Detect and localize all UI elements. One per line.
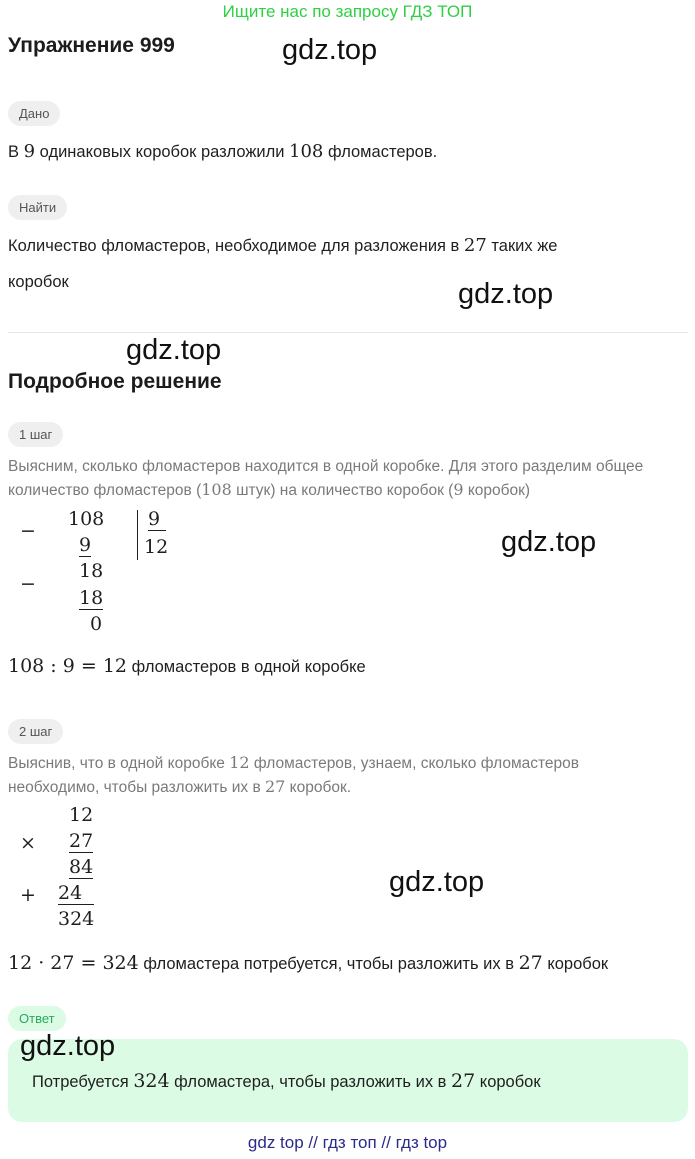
division-bar	[137, 510, 138, 560]
division-subtrahend-1: 9	[79, 534, 92, 556]
mult-factor-a: 12	[69, 804, 94, 826]
step2-description: Выяснив, что в одной коробке 12 фломастеров, узнаем, сколько фломастеров необходимо, чтобы разложить их в 27 коробок.	[8, 753, 579, 796]
division-remainder-2: 0	[90, 613, 103, 635]
given-text: В 9 одинаковых коробок разложили 108 фломастеров.	[8, 141, 438, 162]
answer-text: Потребуется 324 фломастера, чтобы разложить их в 27 коробок	[32, 1070, 541, 1092]
solution-title: Подробное решение	[8, 370, 222, 393]
mult-factor-b: 27	[69, 830, 94, 852]
watermark: gdz.top	[20, 1030, 116, 1062]
exercise-title: Упражнение 999	[8, 34, 175, 57]
division-quotient: 12	[144, 536, 169, 558]
find-text: Количество фломастеров, необходимое для разложения в 27 таких же коробок	[8, 235, 558, 291]
mult-partial-1: 84	[69, 856, 94, 878]
mult-partial-2: 24	[58, 882, 94, 905]
division-minus-1: −	[20, 520, 36, 542]
given-chip: Дано	[8, 101, 60, 126]
mult-total: 324	[58, 908, 95, 930]
watermark: gdz.top	[458, 278, 554, 310]
division-minus-2: −	[20, 573, 36, 595]
watermark: gdz.top	[126, 334, 222, 366]
watermark: gdz.top	[282, 34, 378, 66]
division-subtrahend-2: 18	[79, 587, 104, 609]
search-banner[interactable]: Ищите нас по запросу ГДЗ ТОП	[222, 2, 473, 21]
section-divider	[8, 332, 688, 333]
watermark: gdz.top	[501, 526, 597, 558]
division-remainder-1: 18	[79, 560, 104, 582]
answer-chip: Ответ	[8, 1006, 66, 1031]
step2-chip: 2 шаг	[8, 719, 63, 744]
division-divisor: 9	[148, 508, 166, 531]
step1-chip: 1 шаг	[8, 422, 63, 447]
mult-times-sign: ×	[20, 832, 36, 854]
division-dividend: 108	[68, 508, 105, 530]
watermark: gdz.top	[389, 866, 485, 898]
footer-links[interactable]: gdz top // гдз топ // гдз top	[247, 1133, 448, 1152]
mult-plus-sign: +	[20, 884, 36, 906]
step1-result: 108 : 9 = 12 фломастеров в одной коробке	[8, 655, 366, 677]
step1-description: Выясним, сколько фломастеров находится в одной коробке. Для этого разделим общее количество фломастеров (108 штук) на количество коробок (9 коробок)	[8, 458, 644, 499]
find-chip: Найти	[8, 195, 67, 220]
step2-result: 12 · 27 = 324 фломастера потребуется, чтобы разложить их в 27 коробок	[8, 952, 609, 974]
